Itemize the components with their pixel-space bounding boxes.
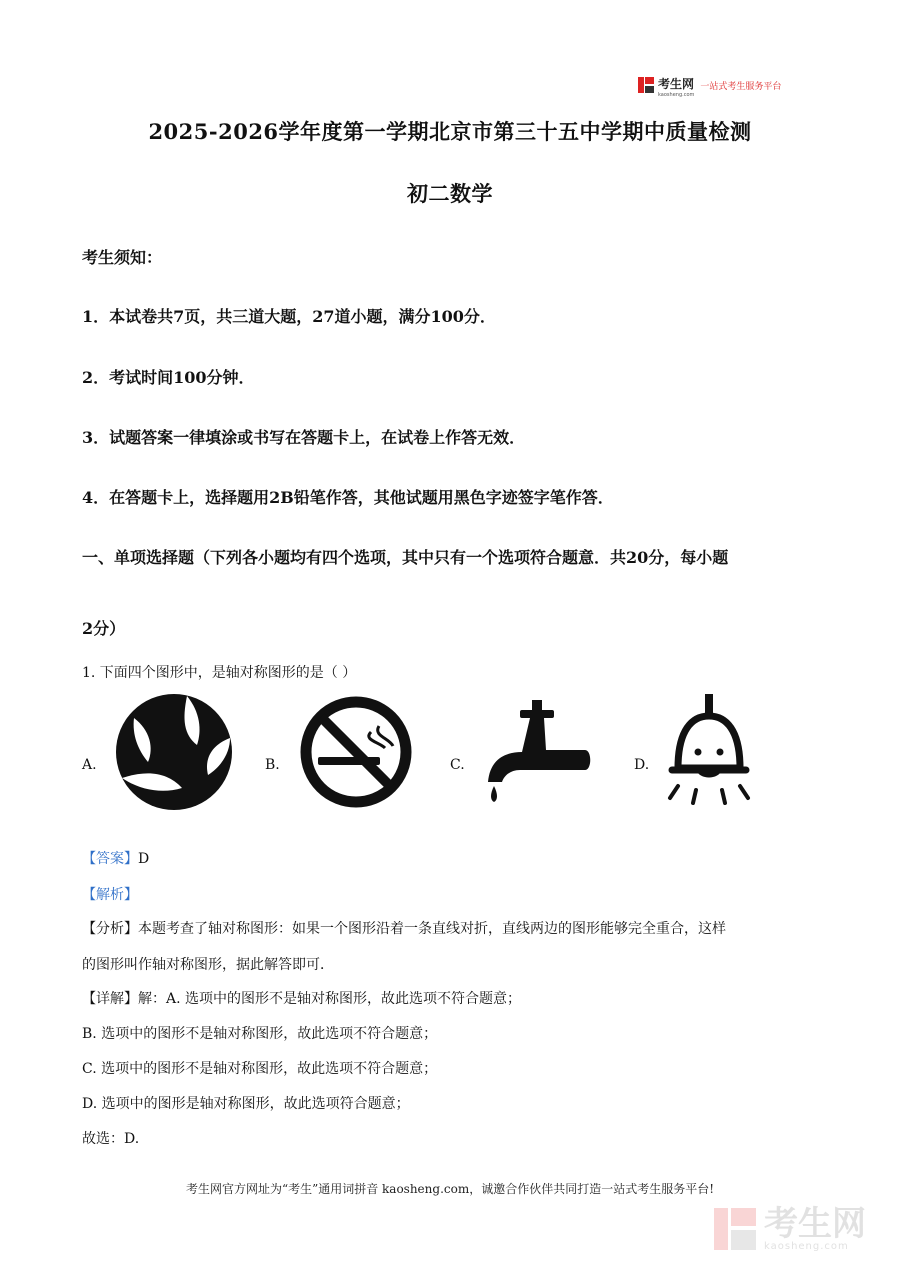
- watermark-name: 考生网: [764, 1203, 866, 1244]
- notice-item: 2．考试时间100分钟．: [82, 368, 255, 387]
- detail-line: 故选：D.: [82, 1131, 140, 1147]
- option-label-b: B.: [265, 757, 280, 773]
- detail-line: 【详解】解：A. 选项中的图形不是轴对称图形，故此选项不符合题意；: [82, 991, 522, 1007]
- footer-text: 考生网官方网址为“考生”通用词拼音 kaosheng.com，诚邀合作伙伴共同打造一站式考生服务平台!: [185, 1182, 715, 1196]
- brand-domain: kaosheng.com: [658, 91, 695, 98]
- brand-slogan: 一站式考生服务平台: [700, 81, 782, 92]
- watermark-logo-icon: [712, 1206, 758, 1252]
- no-smoking-icon: [293, 690, 423, 815]
- analysis-text: 【分析】本题考查了轴对称图形：如果一个图形沿着一条直线对折，直线两边的图形能够完全重合，这样: [82, 921, 726, 937]
- option-label-d: D.: [634, 757, 650, 773]
- detail-line: C. 选项中的图形不是轴对称图形，故此选项不符合题意；: [82, 1061, 438, 1077]
- watermark-text-block: [764, 1203, 866, 1252]
- answer-value: D: [138, 851, 150, 867]
- brand-name: 考生网: [658, 76, 695, 91]
- notice-item: 4．在答题卡上，选择题用2B铅笔作答，其他试题用黑色字迹签字笔作答．: [82, 488, 614, 507]
- brand-text: [658, 73, 694, 98]
- notice-item: 3．试题答案一律填涂或书写在答题卡上，在试卷上作答无效．: [82, 428, 526, 447]
- answer-line: [82, 849, 149, 869]
- kaosheng-logo-icon: [637, 76, 655, 94]
- answer-tag: 【答案】: [82, 851, 138, 867]
- water-tap-icon: [480, 690, 610, 815]
- subject-title: 初二数学: [407, 181, 493, 206]
- watermark: [712, 1203, 882, 1255]
- exam-title: 2025-2026学年度第一学期北京市第三十五中学期中质量检测: [148, 119, 752, 144]
- question-stem: 1. 下面四个图形中，是轴对称图形的是（ ）: [82, 665, 357, 681]
- option-label-c: C.: [450, 757, 465, 773]
- analysis-text-cont: 的图形叫作轴对称图形，据此解答即可．: [82, 957, 334, 973]
- section-heading-cont: 2分）: [82, 619, 126, 638]
- notice-item: 1．本试卷共7页，共三道大题，27道小题，满分100分．: [82, 307, 496, 326]
- smiling-bell-lamp-icon: [662, 690, 792, 815]
- option-label-a: A.: [82, 757, 97, 773]
- recycle-triskelion-icon: [112, 690, 242, 815]
- brand-header: [637, 73, 807, 97]
- detail-line: D. 选项中的图形是轴对称图形，故此选项符合题意；: [82, 1096, 410, 1112]
- notice-heading: 考生须知：: [82, 248, 163, 267]
- watermark-domain: kaosheng.com: [764, 1240, 849, 1252]
- detail-line: B. 选项中的图形不是轴对称图形，故此选项不符合题意；: [82, 1026, 438, 1042]
- section-heading: 一、单项选择题（下列各小题均有四个选项，其中只有一个选项符合题意．共20分，每小题: [82, 548, 729, 567]
- analysis-tag: 【解析】: [82, 887, 138, 903]
